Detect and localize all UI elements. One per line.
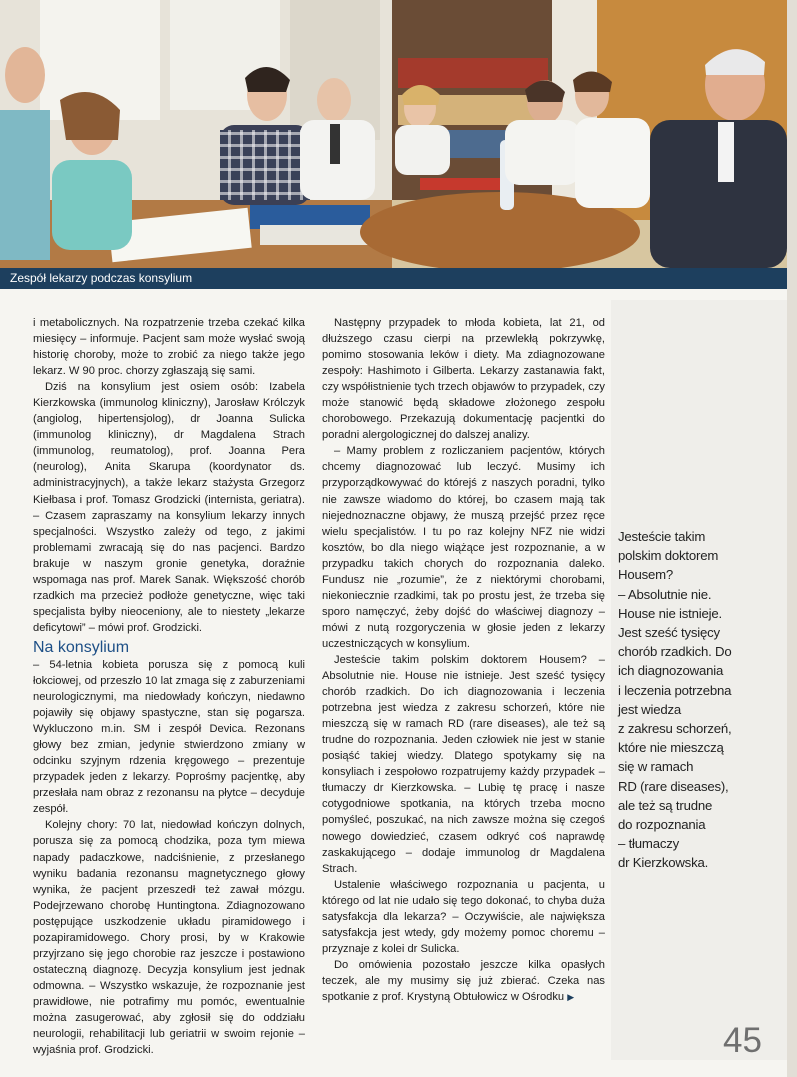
paragraph: Dziś na konsylium jest osiem osób: Izabela Kierzkowska (immunolog kliniczny), Jarosław Królczyk (angiolog, hipertensjolog), dr Joanna Sulicka (immunolog kliniczny), dr Magdalena Strach (immunolog, reumatolog), prof. Joanna Pera (neurolog), Anita Skarupa (koordynator ds. administracyjnych), a także lekarz stażysta Grzegorz Kiełbasa i prof. Tomasz Grodzicki (internista, geriatra). – Czasem zapraszamy na konsylium lekarzy innych specjalności. Wszystko zależy od tego, z jakimi problemami zwracają się do nas pacjenci. Bardzo brakuje w naszym gronie genetyka, doraźnie wspomaga nas prof. Marek Sanak. Większość chorób rzadkich ma przecież podłoże genetyczne, więc taki specjalista byłby nieoceniony, ale to niestety „lekarze deficytowi” – mówi prof. Grodzicki.: [33, 381, 305, 634]
pull-quote: [618, 527, 768, 873]
pull-quote-line: – tłumaczy: [618, 836, 680, 852]
paragraph-text: Do omówienia pozostało jeszcze kilka opasłych teczek, ale my musimy się już zbierać. Czeka nas spotkanie z prof. Krystyną Obtułowicz w Ośrodku: [322, 958, 605, 1003]
paragraph: Jesteście takim polskim doktorem Housem? – Absolutnie nie. House nie istnieje. Jest sześć tysięcy chorób rzadkich. Do ich diagnozowania i leczenia potrzebna jest wiedza z zakresu schorzeń, które nie mieszczą się w ramach RD (rare diseases), ale też są trudne do rozpoznania. Jeden człowiek nie jest w stanie posiąść takiej wiedzy. Dlatego spotykamy się na konsyliach i zespołowo rozpatrujemy każdy przypadek – tłumaczy dr Kierzkowska. – Lubię tę pracę i nasze cotygodniowe spotkania, na których trzeba mocno pomyśleć, poszukać, na nich zawsze można się czegoś nowego dowiedzieć, czasem odkryć coś naprawdę zaskakującego – dodaje immunolog dr Magdalena Strach.: [322, 653, 605, 875]
pull-quote-line: ale też są trudne: [618, 797, 713, 813]
pull-quote-line: RD (rare diseases),: [618, 778, 729, 794]
paragraph: – 54-letnia kobieta porusza się z pomocą kuli łokciowej, od przeszło 10 lat zmaga się z zaburzeniami neurologicznymi, ma niedowłady kończyn, niedawno pojawiły się objawy spastyczne, stan się pogarsza. Wykluczono m.in. SM i zespół Devica. Rezonans głowy bez zmian, jedynie stwierdzono zmiany w odcinku szyjnym rdzenia kręgowego – prezentuje przypadek jeden z lekarzy. Poprośmy pacjentkę, aby przesłała nam obraz z rezonansu na płytce – decyduje zespół.: [33, 658, 305, 816]
pull-quote-line: Jesteście takim: [618, 529, 706, 544]
pull-quote-line: Jest sześć tysięcy: [618, 625, 720, 641]
page-number: 45: [723, 1021, 762, 1060]
continue-arrow-icon: ▶: [567, 991, 575, 1002]
photo-caption: Zespół lekarzy podczas konsylium: [0, 268, 787, 289]
pull-quote-line: Housem?: [618, 567, 674, 583]
section-heading: Na konsylium: [33, 638, 130, 656]
paragraph: – Mamy problem z rozliczaniem pacjentów, których chcemy diagnozować lub leczyć. Musimy ich przyporządkowywać do którejś z naszych poradni, tylko nie zawsze wiadomo do której, bo czasem mają tak niejednoznaczne objawy, że muszą przejść przez ręce wielu specjalistów. I tu po raz kolejny NFZ nie widzi kosztów, bo dla niego wiążące jest rozpoznanie, a w przypadku takich chorych do rozpoznania daleko. Fundusz nie „rozumie”, że z niektórymi chorobami, niekoniecznie rzadkimi, tak po prostu jest, że trzeba się sporo namęczyć, żeby dojść do właściwej diagnozy – mówi z nutą rozgoryczenia w głosie jeden z lekarzy uczestniczących w konsylium.: [322, 445, 605, 650]
paragraph: i metabolicznych. Na rozpatrzenie trzeba czekać kilka miesięcy – informuje. Pacjent sam może wysłać swoją historię choroby, może to zrobić za niego także jego lekarz. W 90 proc. chorzy zgłaszają się sami.: [33, 317, 305, 378]
page-edge: [787, 0, 797, 1077]
pull-quote-line: polskim doktorem: [618, 548, 719, 564]
photo-illustration: [0, 0, 787, 268]
pull-quote-line: dr Kierzkowska.: [618, 855, 709, 871]
pull-quote-line: – Absolutnie nie.: [618, 586, 712, 602]
consilium-photo: [0, 0, 787, 268]
paragraph: Ustalenie właściwego rozpoznania u pacjenta, u którego od lat nie udało się tego dokonać, to chyba duża satysfakcja dla lekarza? – Oczywiście, ale największa satysfakcja jest wtedy, gdy możemy pomoc choremu – przyznaje z kolei dr Sulicka.: [322, 878, 605, 955]
pull-quote-line: ich diagnozowania: [618, 663, 724, 679]
paragraph: Kolejny chory: 70 lat, niedowład kończyn dolnych, porusza się za pomocą chodzika, poza tym miewa napady padaczkowe, nadciśnienie, z przesłanego wyniku badania rezonansu magnetycznego głowy wynika, że pacjent przeszedł też zawał mózgu. Podejrzewano chorobę Huntingtona. Zdiagnozowano postępujące uszkodzenie układu piramidowego i pozapiramidowego. Chory prosi, by w Krakowie przyjrzano się jego chorobie raz jeszcze i postawiono ostateczną diagnozę. Decyzja konsylium jest jednak odmowna. – Wszystko wskazuje, że rozpoznanie jest prawidłowe, nie potrafimy mu pomóc, ewentualnie można zasugerować, aby zgłosił się do oddziału neurologii, rehabilitacji lub geriatrii w swoim rejonie – wyjaśnia prof. Grodzicki.: [33, 819, 305, 1057]
article-column-left: [33, 315, 305, 1058]
pull-quote-line: jest wiedza: [618, 701, 682, 717]
paragraph: [322, 957, 605, 1005]
article-column-middle: [322, 315, 605, 1005]
pull-quote-line: się w ramach: [618, 759, 694, 775]
paragraph: Następny przypadek to młoda kobieta, lat 21, od dłuższego czasu cierpi na przewlekłą pokrzywkę, pomimo stosowania leków i diety. Ma zdiagnozowane zespoły: Hashimoto i Gilberta. Lekarzy zastanawia fakt, czy współistnienie tych trzech objawów to przypadek, czy może stanowić będą składowe złożonego zespołu chorobowego. Przekazują dokumentację pacjentki do poradni alergologicznej do dalszej analizy.: [322, 317, 605, 442]
pull-quote-line: House nie istnieje.: [618, 605, 722, 621]
pull-quote-line: z zakresu schorzeń,: [618, 721, 732, 737]
pull-quote-line: które nie mieszczą: [618, 740, 724, 756]
pull-quote-line: chorób rzadkich. Do: [618, 644, 732, 660]
pull-quote-line: i leczenia potrzebna: [618, 682, 732, 698]
pull-quote-line: do rozpoznania: [618, 817, 706, 833]
